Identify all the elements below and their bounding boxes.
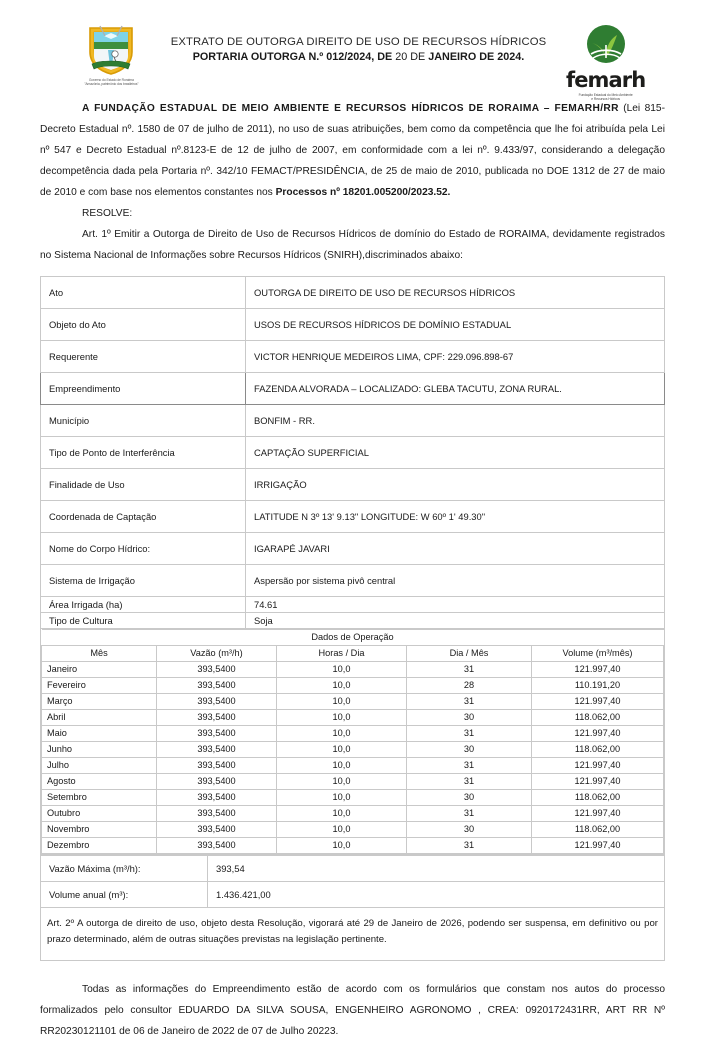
operation-table-title: Dados de Operação bbox=[42, 630, 664, 646]
cell-horas: 10,0 bbox=[277, 742, 407, 758]
cell-horas: 10,0 bbox=[277, 774, 407, 790]
portaria-month: JANEIRO DE bbox=[428, 51, 498, 63]
cell-volume: 121.997,40 bbox=[532, 758, 664, 774]
cell-dias: 30 bbox=[407, 710, 532, 726]
cell-dias: 31 bbox=[407, 774, 532, 790]
table-row bbox=[41, 856, 665, 882]
process-number: Processos nº 18201.005200/2023.52. bbox=[275, 187, 451, 198]
table-row bbox=[42, 678, 664, 694]
cell-horas: 10,0 bbox=[277, 662, 407, 678]
cell-vazao: 393,5400 bbox=[157, 822, 277, 838]
portaria-year: 2024. bbox=[497, 51, 525, 63]
cell-horas: 10,0 bbox=[277, 822, 407, 838]
cell-volume: 121.997,40 bbox=[532, 694, 664, 710]
row-label: Finalidade de Uso bbox=[41, 469, 246, 501]
row-value: 74.61 bbox=[246, 597, 665, 613]
table-row bbox=[41, 437, 665, 469]
cell-vazao: 393,5400 bbox=[157, 806, 277, 822]
cell-vazao: 393,5400 bbox=[157, 774, 277, 790]
column-header-dia-mes: Dia / Mês bbox=[407, 646, 532, 662]
operation-data-section bbox=[40, 629, 665, 855]
row-value: VICTOR HENRIQUE MEDEIROS LIMA, CPF: 229.096.898-67 bbox=[246, 341, 665, 373]
cell-vazao: 393,5400 bbox=[157, 838, 277, 854]
table-row bbox=[42, 774, 664, 790]
document-title-line-2 bbox=[171, 51, 547, 63]
row-value: USOS DE RECURSOS HÍDRICOS DE DOMÍNIO ESTADUAL bbox=[246, 309, 665, 341]
table-row bbox=[42, 822, 664, 838]
operation-title-row bbox=[42, 630, 664, 646]
row-label: Município bbox=[41, 405, 246, 437]
summary-value-vazao-maxima: 393,54 bbox=[208, 856, 665, 882]
cell-dias: 30 bbox=[407, 790, 532, 806]
table-row bbox=[42, 838, 664, 854]
cell-horas: 10,0 bbox=[277, 838, 407, 854]
cell-horas: 10,0 bbox=[277, 694, 407, 710]
row-value: OUTORGA DE DIREITO DE USO DE RECURSOS HÍDRICOS bbox=[246, 277, 665, 309]
row-label: Sistema de Irrigação bbox=[41, 565, 246, 597]
outorga-details-table bbox=[40, 276, 665, 629]
article-1-text: Art. 1º Emitir a Outorga de Direito de Uso de Recursos Hídricos de domínio do Estado de RORAIMA, devidamente registrados no Sistema Nacional de Informações sobre Recursos Hídricos (SNIRH),discriminados abaixo: bbox=[40, 229, 665, 261]
table-row bbox=[42, 710, 664, 726]
summary-label-vazao-maxima: Vazão Máxima (m³/h): bbox=[41, 856, 208, 882]
cell-mes: Abril bbox=[42, 710, 157, 726]
row-label: Tipo de Ponto de Interferência bbox=[41, 437, 246, 469]
cell-volume: 118.062,00 bbox=[532, 822, 664, 838]
cell-mes: Julho bbox=[42, 758, 157, 774]
cell-horas: 10,0 bbox=[277, 806, 407, 822]
portaria-number: PORTARIA OUTORGA N.º 012/2024, DE bbox=[192, 51, 396, 63]
closing-paragraph bbox=[40, 979, 665, 1042]
cell-volume: 121.997,40 bbox=[532, 726, 664, 742]
table-row bbox=[41, 277, 665, 309]
column-header-volume: Volume (m³/mês) bbox=[532, 646, 664, 662]
roraima-state-crest-logo bbox=[40, 24, 171, 87]
row-value: LATITUDE N 3º 13' 9.13" LONGITUDE: W 60º 1' 49.30" bbox=[246, 501, 665, 533]
cell-mes: Março bbox=[42, 694, 157, 710]
summary-label-volume-anual: Volume anual (m³): bbox=[41, 882, 208, 908]
portaria-day: 20 DE bbox=[395, 51, 429, 63]
cell-mes: Maio bbox=[42, 726, 157, 742]
resolve-paragraph bbox=[40, 203, 665, 224]
cell-vazao: 393,5400 bbox=[157, 694, 277, 710]
column-header-vazao: Vazão (m³/h) bbox=[157, 646, 277, 662]
femarh-subtitle: Fundação Estadual do Meio Ambiente e Recursos Hídricos bbox=[578, 92, 633, 101]
table-row bbox=[42, 806, 664, 822]
row-label: Área Irrigada (ha) bbox=[41, 597, 246, 613]
row-value: IGARAPÉ JAVARI bbox=[246, 533, 665, 565]
column-header-mes: Mês bbox=[42, 646, 157, 662]
cell-mes: Dezembro bbox=[42, 838, 157, 854]
cell-vazao: 393,5400 bbox=[157, 710, 277, 726]
outorga-details-body bbox=[41, 277, 665, 629]
cell-mes: Junho bbox=[42, 742, 157, 758]
table-row bbox=[42, 790, 664, 806]
cell-volume: 110.191,20 bbox=[532, 678, 664, 694]
cell-mes: Novembro bbox=[42, 822, 157, 838]
cell-dias: 31 bbox=[407, 694, 532, 710]
preamble-paragraph bbox=[40, 98, 665, 203]
article-1-paragraph bbox=[40, 224, 665, 266]
cell-dias: 30 bbox=[407, 742, 532, 758]
row-label: Empreendimento bbox=[41, 373, 246, 405]
row-value: IRRIGAÇÃO bbox=[246, 469, 665, 501]
row-label: Ato bbox=[41, 277, 246, 309]
cell-volume: 121.997,40 bbox=[532, 662, 664, 678]
table-row bbox=[41, 597, 665, 613]
preamble-text: (Lei 815-Decreto Estadual nº. 1580 de 07 de julho de 2011), no uso de suas atribuições, bem como da competência que lhe foi atribuída pela Lei nº 547 e Decreto Estadual nº.8123-E de 12 de julho de 2007, em conformidade com a lei nº. 9.433/97, considerando a delegação decompetência dada pela Portaria nº. 342/10 FEMACT/PRESIDÊNCIA, de 25 de maio de 2010, publicada no DOE 1312 de 27 de maio de 2010 e com base nos elementos constantes nos bbox=[40, 103, 665, 198]
table-row bbox=[42, 758, 664, 774]
cell-dias: 31 bbox=[407, 758, 532, 774]
cell-horas: 10,0 bbox=[277, 726, 407, 742]
cell-vazao: 393,5400 bbox=[157, 726, 277, 742]
row-label: Requerente bbox=[41, 341, 246, 373]
state-logo-caption: Governo do Estado de Roraima "Amazônia, patrimônio dos brasileiros" bbox=[84, 78, 139, 87]
femarh-wordmark: femarh bbox=[565, 68, 646, 92]
table-row bbox=[41, 309, 665, 341]
summary-table bbox=[40, 855, 665, 908]
femarh-logo bbox=[546, 24, 665, 101]
closing-section bbox=[40, 979, 665, 1042]
document-header bbox=[40, 0, 665, 101]
row-label: Objeto do Ato bbox=[41, 309, 246, 341]
cell-vazao: 393,5400 bbox=[157, 678, 277, 694]
cell-dias: 31 bbox=[407, 662, 532, 678]
cell-vazao: 393,5400 bbox=[157, 790, 277, 806]
row-value: BONFIM - RR. bbox=[246, 405, 665, 437]
cell-vazao: 393,5400 bbox=[157, 742, 277, 758]
table-row bbox=[41, 501, 665, 533]
table-row bbox=[41, 882, 665, 908]
cell-dias: 28 bbox=[407, 678, 532, 694]
cell-mes: Agosto bbox=[42, 774, 157, 790]
cell-horas: 10,0 bbox=[277, 758, 407, 774]
cell-volume: 118.062,00 bbox=[532, 742, 664, 758]
table-row bbox=[41, 373, 665, 405]
table-row bbox=[41, 341, 665, 373]
resolve-label: RESOLVE: bbox=[82, 208, 133, 219]
cell-vazao: 393,5400 bbox=[157, 758, 277, 774]
row-label: Tipo de Cultura bbox=[41, 613, 246, 629]
cell-horas: 10,0 bbox=[277, 710, 407, 726]
cell-volume: 121.997,40 bbox=[532, 774, 664, 790]
article-2-text: Art. 2º A outorga de direito de uso, objeto desta Resolução, vigorará até 29 de Janeiro de 2026, podendo ser suspensa, em definitivo ou por prazo determinado, além de outras situações previstas na legislação pertinente. bbox=[47, 918, 658, 945]
table-row bbox=[41, 533, 665, 565]
cell-dias: 31 bbox=[407, 726, 532, 742]
cell-dias: 31 bbox=[407, 838, 532, 854]
cell-mes: Fevereiro bbox=[42, 678, 157, 694]
cell-mes: Outubro bbox=[42, 806, 157, 822]
cell-horas: 10,0 bbox=[277, 790, 407, 806]
operation-header-row bbox=[42, 646, 664, 662]
cell-volume: 121.997,40 bbox=[532, 838, 664, 854]
cell-dias: 30 bbox=[407, 822, 532, 838]
row-value: CAPTAÇÃO SUPERFICIAL bbox=[246, 437, 665, 469]
column-header-horas-dia: Horas / Dia bbox=[277, 646, 407, 662]
cell-volume: 118.062,00 bbox=[532, 710, 664, 726]
document-title-line-1: EXTRATO DE OUTORGA DIREITO DE USO DE RECURSOS HÍDRICOS bbox=[170, 36, 547, 48]
article-2-box bbox=[40, 908, 665, 961]
cell-mes: Janeiro bbox=[42, 662, 157, 678]
document-body bbox=[40, 98, 665, 266]
table-row bbox=[42, 662, 664, 678]
table-row bbox=[41, 613, 665, 629]
table-row bbox=[42, 726, 664, 742]
cell-volume: 121.997,40 bbox=[532, 806, 664, 822]
cell-dias: 31 bbox=[407, 806, 532, 822]
operation-data-table bbox=[41, 629, 664, 854]
row-label: Coordenada de Captação bbox=[41, 501, 246, 533]
row-label: Nome do Corpo Hídrico: bbox=[41, 533, 246, 565]
summary-value-volume-anual: 1.436.421,00 bbox=[208, 882, 665, 908]
row-value: Soja bbox=[246, 613, 665, 629]
institution-name: A FUNDAÇÃO ESTADUAL DE MEIO AMBIENTE E RECURSOS HÍDRICOS DE RORAIMA – FEMARH/RR bbox=[82, 103, 619, 114]
page-title bbox=[171, 24, 547, 63]
row-value: FAZENDA ALVORADA – LOCALIZADO: GLEBA TACUTU, ZONA RURAL. bbox=[246, 373, 665, 405]
closing-text: Todas as informações do Empreendimento estão de acordo com os formulários que constam nos autos do processo formalizados pelo consultor EDUARDO DA SILVA SOUSA, ENGENHEIRO AGRONOMO , CREA: 0920172431RR, ART RR Nº RR20230121101 de 06 de Janeiro de 2022 de 07 de Julho 20223. bbox=[40, 984, 665, 1037]
cell-horas: 10,0 bbox=[277, 678, 407, 694]
table-row bbox=[42, 694, 664, 710]
femarh-leaf-icon bbox=[583, 24, 629, 68]
cell-volume: 118.062,00 bbox=[532, 790, 664, 806]
table-row bbox=[42, 742, 664, 758]
cell-mes: Setembro bbox=[42, 790, 157, 806]
table-row bbox=[41, 565, 665, 597]
row-value: Aspersão por sistema pivô central bbox=[246, 565, 665, 597]
table-row bbox=[41, 405, 665, 437]
cell-vazao: 393,5400 bbox=[157, 662, 277, 678]
table-row bbox=[41, 469, 665, 501]
coat-of-arms-icon bbox=[84, 24, 138, 76]
